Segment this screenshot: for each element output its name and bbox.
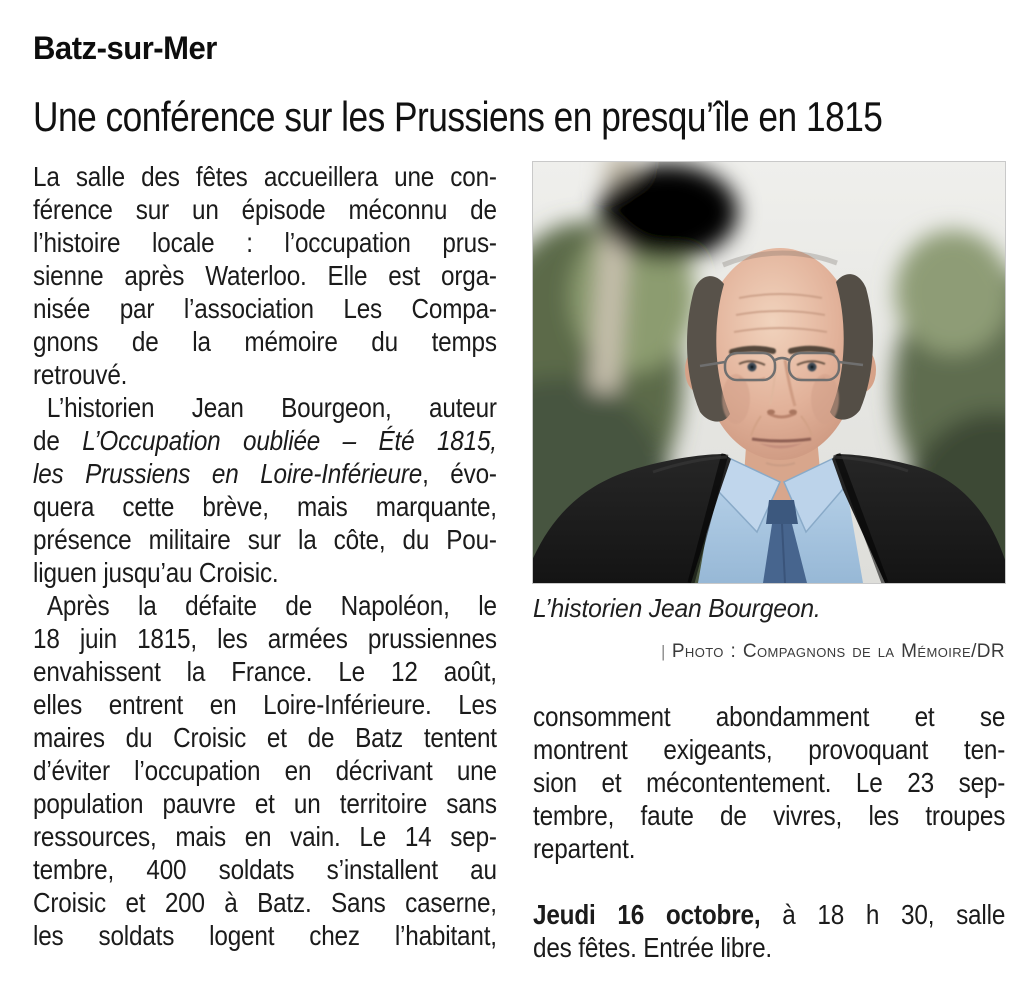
man-face [701,248,859,460]
text-line: La salle des fêtes accueillera une con- [33,161,497,192]
paragraph [33,589,497,952]
article-column-right [533,700,1005,964]
text-line: envahissent la France. Le 12 août, [33,656,497,687]
text-line: présence militaire sur la côte, du Pou- [33,524,497,555]
credit-text: Photo : Compagnons de la Mémoire/DR [671,641,1005,662]
text-line: tembre, faute de vivres, les troupes [533,800,1006,831]
text-line: sienne après Waterloo. Elle est orga- [33,260,497,291]
text-line: consomment abondamment et se [533,701,1006,732]
text-line: de L’Occupation oubliée – Été 1815, [33,425,497,456]
text-line: quera cette brève, mais marquante, [33,491,497,522]
section-kicker: Batz-sur-Mer [33,30,217,66]
text-line: elles entrent en Loire-Inférieure. Les [33,689,497,720]
text-line: Après la défaite de Napoléon, le [46,590,497,621]
photo-caption: L’historien Jean Bourgeon. [533,593,821,623]
credit-separator: | [661,642,666,661]
portrait-photo [533,162,1005,583]
text-line: Croisic et 200 à Batz. Sans caserne, [33,887,497,918]
text-line: des fêtes. Entrée libre. [533,932,773,963]
text-line: férence sur un épisode méconnu de [33,194,497,225]
portrait-photo-graphic [533,162,1005,583]
paragraph [533,898,1005,964]
text-line: d’éviter l’occupation en décrivant une [33,755,497,786]
paragraph [33,391,497,589]
paragraph [533,700,1005,865]
text-line: montrent exigeants, provoquant ten- [533,734,1006,765]
text-line: ressources, mais en vain. Le 14 sep- [33,821,497,852]
text-line: Jeudi 16 octobre, à 18 h 30, salle [533,899,1006,930]
text-line: repartent. [533,833,636,864]
text-line: l’histoire locale : l’occupation prus- [33,227,497,258]
text-line: L’historien Jean Bourgeon, auteur [46,392,497,423]
text-line: nisée par l’association Les Compa- [33,293,497,324]
text-line: retrouvé. [33,359,128,390]
article-headline: Une conférence sur les Prussiens en presqu’île en 1815 [33,93,883,140]
text-line: maires du Croisic et de Batz tentent [33,722,497,753]
text-line: liguen jusqu’au Croisic. [33,557,279,588]
article-column-left [33,160,497,952]
text-line: 18 juin 1815, les armées prussiennes [33,623,497,654]
text-line: les soldats logent chez l’habitant, [33,920,497,951]
text-line: tembre, 400 soldats s’installent au [33,854,497,885]
paragraph [33,160,497,391]
text-line: gnons de la mémoire du temps [33,326,497,357]
photo-credit [533,641,1005,663]
text-line: sion et mécontentement. Le 23 sep- [533,767,1006,798]
text-line: les Prussiens en Loire-Inférieure, évo- [33,458,497,489]
text-line: population pauvre et un territoire sans [33,788,497,819]
